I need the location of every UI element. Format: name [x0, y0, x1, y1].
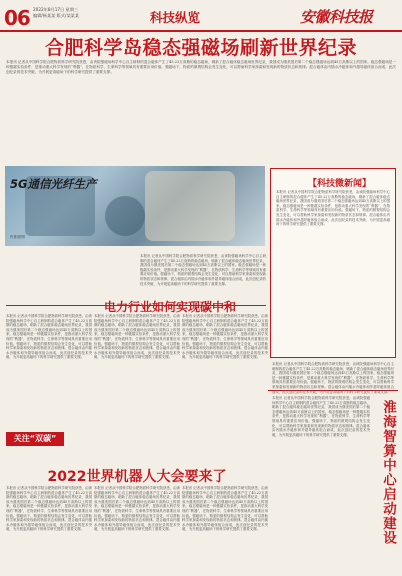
power-text-col1: 本报讯 记者从中国科学院合肥物质科学研究院获悉，由该院强磁场科学中心自主研制的混合磁体产生了45.22万高斯的稳态磁场，刷新了混合磁体稳态磁场世界纪录，我国成为继美国后第二个稳态强磁场达到45万高斯以上的国家。稳态强磁场是一种极端实验条件，是推动重大科学发现的“利器”，在物质科学、生命科学等领域具有重要应用价值。强磁场下，物质的微观结构会发生变化，可以帮助科学家探索和发现新的物质状态和规律。混合磁体由内插水冷磁体和外超导磁体组合而成，此次创纪录的技术突破，为开展更高磁场下的科学研究提供了重要支撑。 — [6, 314, 92, 360]
issue-date: 2022年8月17日 星期三 — [33, 7, 79, 12]
power-headline: 电力行业如何实现碳中和 — [103, 300, 236, 314]
main-headline: 合肥科学岛稳态强磁场刷新世界纪录 — [44, 37, 357, 59]
tech-news-title: 【科技微新闻】 — [308, 179, 372, 189]
robot-text-col3: 本报讯 记者从中国科学院合肥物质科学研究院获悉，由该院强磁场科学中心自主研制的混合磁体产生了45.22万高斯的稳态磁场，刷新了混合磁体稳态磁场世界纪录，我国成为继美国后第二个稳态强磁场达到45万高斯以上的国家。稳态强磁场是一种极端实验条件，是推动重大科学发现的“利器”，在物质科学、生命科学等领域具有重要应用价值。强磁场下，物质的微观结构会发生变化，可以帮助科学家探索和发现新的物质状态和规律。混合磁体由内插水冷磁体和外超导磁体组合而成，此次创纪录的技术突破，为开展更高磁场下的科学研究提供了重要支撑。 — [182, 486, 268, 532]
masthead-logo: 安徽科技报 — [300, 8, 373, 26]
photo-caption: 作者/供图 — [10, 235, 25, 239]
robot-text-col1: 本报讯 记者从中国科学院合肥物质科学研究院获悉，由该院强磁场科学中心自主研制的混合磁体产生了45.22万高斯的稳态磁场，刷新了混合磁体稳态磁场世界纪录，我国成为继美国后第二个稳态强磁场达到45万高斯以上的国家。稳态强磁场是一种极端实验条件，是推动重大科学发现的“利器”，在物质科学、生命科学等领域具有重要应用价值。强磁场下，物质的微观结构会发生变化，可以帮助科学家探索和发现新的物质状态和规律。混合磁体由内插水冷磁体和外超导磁体组合而成，此次创纪录的技术突破，为开展更高磁场下的科学研究提供了重要支撑。 — [6, 486, 92, 532]
photo-side-text: 本报讯 记者从中国科学院合肥物质科学研究院获悉，由该院强磁场科学中心自主研制的混合磁体产生了45.22万高斯的稳态磁场，刷新了混合磁体稳态磁场世界纪录，我国成为继美国后第二个稳态强磁场达到45万高斯以上的国家。稳态强磁场是一种极端实验条件，是推动重大科学发现的“利器”，在物质科学、生命科学等领域具有重要应用价值。强磁场下，物质的微观结构会发生变化，可以帮助科学家探索和发现新的物质状态和规律。混合磁体由内插水冷磁体和外超导磁体组合而成，此次创纪录的技术突破，为开展更高磁场下的科学研究提供了重要支撑。 — [140, 254, 266, 286]
robot-headline: 2022世界机器人大会要来了 — [47, 469, 227, 485]
lead-article-text: 本报讯 记者从中国科学院合肥物质科学研究院获悉，由该院强磁场科学中心自主研制的混合磁体产生了45.22万高斯的稳态磁场，刷新了混合磁体稳态磁场世界纪录，我国成为继美国后第二个稳态强磁场达到45万高斯以上的国家。稳态强磁场是一种极端实验条件，是推动重大科学发现的“利器”，在物质科学、生命科学等领域具有重要应用价值。强磁场下，物质的微观结构会发生变化，可以帮助科学家探索和发现新的物质状态和规律。混合磁体由内插水冷磁体和外超导磁体组合而成，此次创纪录的技术突破，为开展更高磁场下的科学研究提供了重要支撑。 — [6, 60, 396, 74]
carbon-tag: 关注“双碳” — [6, 432, 64, 446]
tech-news-text: 本报讯 记者从中国科学院合肥物质科学研究院获悉，由该院强磁场科学中心自主研制的混合磁体产生了45.22万高斯的稳态磁场，刷新了混合磁体稳态磁场世界纪录，我国成为继美国后第二个稳态强磁场达到45万高斯以上的国家。稳态强磁场是一种极端实验条件，是推动重大科学发现的“利器”，在物质科学、生命科学等领域具有重要应用价值。强磁场下，物质的微观结构会发生变化，可以帮助科学家探索和发现新的物质状态和规律。混合磁体由内插水冷磁体和外超导磁体组合而成，此次创纪录的技术突破，为开展更高磁场下的科学研究提供了重要支撑。 — [276, 190, 390, 227]
power-text-col2: 本报讯 记者从中国科学院合肥物质科学研究院获悉，由该院强磁场科学中心自主研制的混合磁体产生了45.22万高斯的稳态磁场，刷新了混合磁体稳态磁场世界纪录，我国成为继美国后第二个稳态强磁场达到45万高斯以上的国家。稳态强磁场是一种极端实验条件，是推动重大科学发现的“利器”，在物质科学、生命科学等领域具有重要应用价值。强磁场下，物质的微观结构会发生变化，可以帮助科学家探索和发现新的物质状态和规律。混合磁体由内插水冷磁体和外超导磁体组合而成，此次创纪录的技术突破，为开展更高磁场下的科学研究提供了重要支撑。 — [94, 314, 180, 360]
page-header — [0, 0, 402, 32]
power-text-col3: 本报讯 记者从中国科学院合肥物质科学研究院获悉，由该院强磁场科学中心自主研制的混合磁体产生了45.22万高斯的稳态磁场，刷新了混合磁体稳态磁场世界纪录，我国成为继美国后第二个稳态强磁场达到45万高斯以上的国家。稳态强磁场是一种极端实验条件，是推动重大科学发现的“利器”，在物质科学、生命科学等领域具有重要应用价值。强磁场下，物质的微观结构会发生变化，可以帮助科学家探索和发现新的物质状态和规律。混合磁体由内插水冷磁体和外超导磁体组合而成，此次创纪录的技术突破，为开展更高磁场下的科学研究提供了重要支撑。 — [182, 314, 268, 360]
robot-text-col2: 本报讯 记者从中国科学院合肥物质科学研究院获悉，由该院强磁场科学中心自主研制的混合磁体产生了45.22万高斯的稳态磁场，刷新了混合磁体稳态磁场世界纪录，我国成为继美国后第二个稳态强磁场达到45万高斯以上的国家。稳态强磁场是一种极端实验条件，是推动重大科学发现的“利器”，在物质科学、生命科学等领域具有重要应用价值。强磁场下，物质的微观结构会发生变化，可以帮助科学家探索和发现新的物质状态和规律。混合磁体由内插水冷磁体和外超导磁体组合而成，此次创纪录的技术突破，为开展更高磁场下的科学研究提供了重要支撑。 — [94, 486, 180, 532]
header-rule — [0, 30, 402, 32]
sidebar-bottom-text: 本报讯 记者从中国科学院合肥物质科学研究院获悉，由该院强磁场科学中心自主研制的混合磁体产生了45.22万高斯的稳态磁场，刷新了混合磁体稳态磁场世界纪录，我国成为继美国后第二个稳态强磁场达到45万高斯以上的国家。稳态强磁场是一种极端实验条件，是推动重大科学发现的“利器”，在物质科学、生命科学等领域具有重要应用价值。强磁场下，物质的微观结构会发生变化，可以帮助科学家探索和发现新的物质状态和规律。混合磁体由内插水冷磁体和外超导磁体组合而成，此次创纪录的技术突破，为开展更高磁场下的科学研究提供了重要支撑。 — [272, 362, 394, 394]
photo-headline: 5G通信光纤生产 — [10, 177, 97, 191]
issue-editors: 编辑/杨某某 版式/某某某 — [33, 12, 80, 18]
section-title: 科技纵览 — [150, 10, 201, 25]
sidebar-column-text: 本报讯 记者从中国科学院合肥物质科学研究院获悉，由该院强磁场科学中心自主研制的混合磁体产生了45.22万高斯的稳态磁场，刷新了混合磁体稳态磁场世界纪录，我国成为继美国后第二个稳态强磁场达到45万高斯以上的国家。稳态强磁场是一种极端实验条件，是推动重大科学发现的“利器”，在物质科学、生命科学等领域具有重要应用价值。强磁场下，物质的微观结构会发生变化，可以帮助科学家探索和发现新的物质状态和规律。混合磁体由内插水冷磁体和外超导磁体组合而成，此次创纪录的技术突破，为开展更高磁场下的科学研究提供了重要支撑。 — [272, 396, 370, 437]
page-number: 06 — [4, 6, 30, 30]
issue-info — [33, 7, 79, 18]
sidebar-vertical-headline: 淮海智算中心启动建设 — [380, 400, 396, 545]
